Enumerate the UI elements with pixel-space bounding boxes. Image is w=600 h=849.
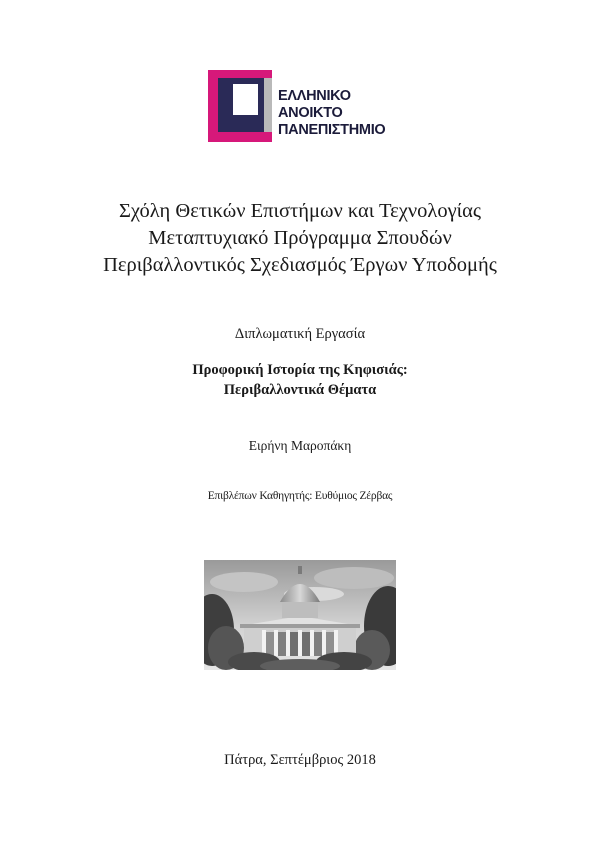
program-name: Μεταπτυχιακό Πρόγραμμα Σπουδών [148, 227, 452, 249]
document-type: Διπλωματική Εργασία [234, 326, 366, 342]
author-name: Ειρήνη Μαροπάκη [248, 438, 352, 453]
school-block [0, 198, 600, 279]
logo-line-3: ΠΑΝΕΠΙΣΤΗΜΙΟ [278, 122, 386, 138]
university-logo [208, 70, 398, 142]
school-name: Σχόλη Θετικών Επιστήμων και Τεχνολογίας [118, 200, 482, 222]
neoclassical-building-image [204, 560, 396, 670]
logo-line-1: ΕΛΛΗΝΙΚΟ [278, 88, 351, 104]
thesis-title [0, 360, 600, 400]
thesis-title-line-2: Περιβαλλοντικά Θέματα [223, 382, 377, 398]
place-and-date: Πάτρα, Σεπτέμβριος 2018 [224, 752, 376, 768]
thesis-title-line-1: Προφορική Ιστορία της Κηφισιάς: [192, 362, 408, 378]
logo-wordmark [278, 88, 385, 139]
program-specialization: Περιβαλλοντικός Σχεδιασμός Έργων Υποδομής [103, 254, 497, 276]
hou-logo-icon [208, 70, 272, 142]
supervisor: Επιβλέπων Καθηγητής: Ευθύμιος Ζέρβας [207, 490, 393, 502]
building-photo [204, 560, 396, 670]
logo-line-2: ΑΝΟΙΚΤΟ [278, 105, 343, 121]
